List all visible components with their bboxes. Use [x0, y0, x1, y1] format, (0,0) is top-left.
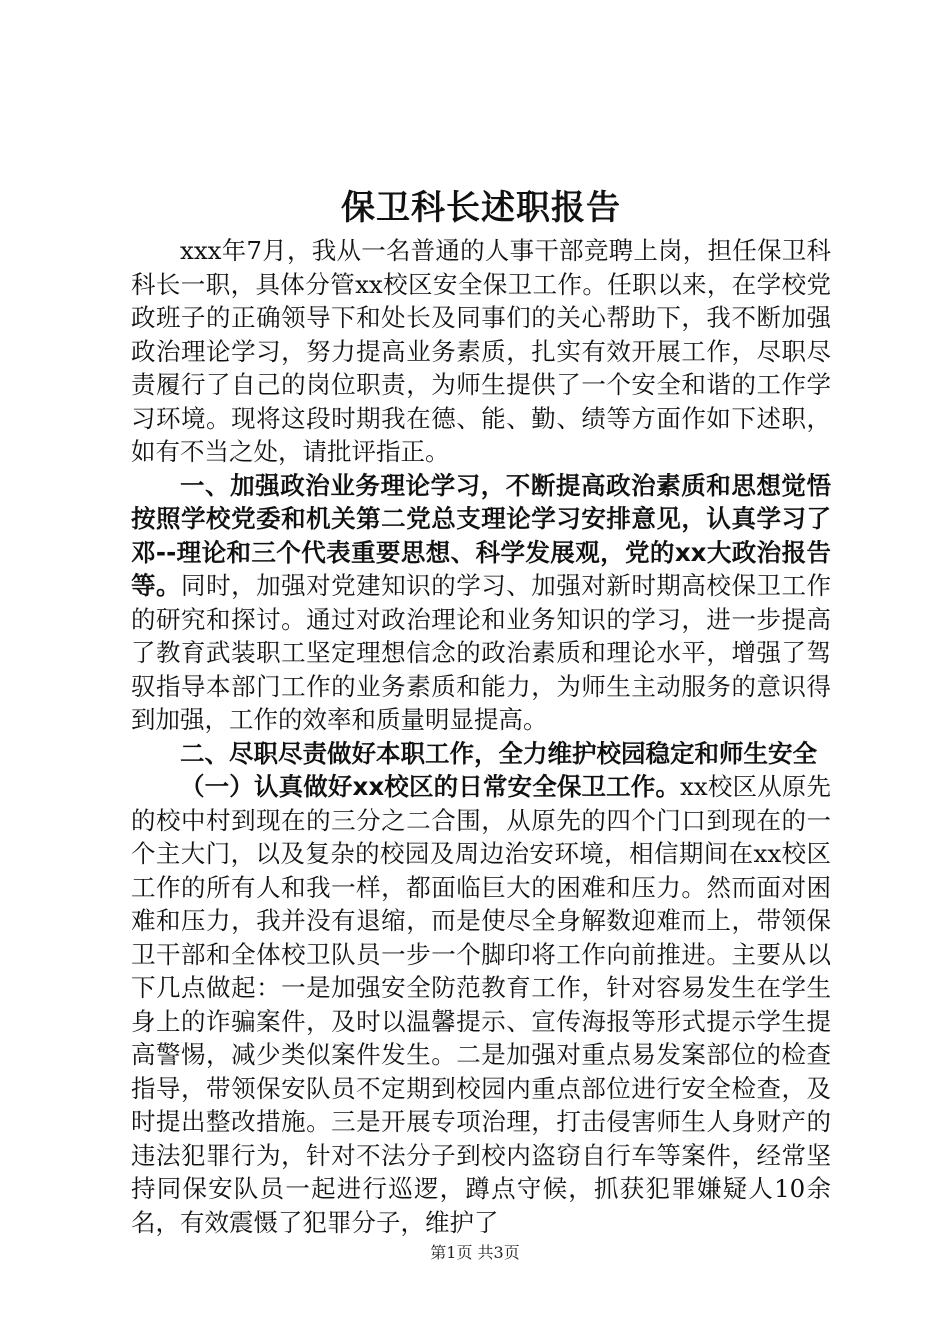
section-1-heading: 一、加强政治业务理论学习，不断提高政治素质和思想觉悟按照学校党委和机关第二党总支理论学习安排意见，认真学习了邓--理论和三个代表重要思想、科学发展观，党的xx大政治报告等。	[131, 470, 831, 600]
section-1-paragraph	[131, 469, 831, 737]
page-footer: 第1页 共3页	[430, 1243, 520, 1262]
intro-paragraph: xxx年7月，我从一名普通的人事干部竞聘上岗，担任保卫科科长一职，具体分管xx校区安全保卫工作。任职以来，在学校党政班子的正确领导下和处长及同事们的关心帮助下，我不断加强政治理论学习，努力提高业务素质，扎实有效开展工作，尽职尽责履行了自己的岗位职责，为师生提供了一个安全和谐的工作学习环境。现将这段时期我在德、能、勤、绩等方面作如下述职，如有不当之处，请批评指正。	[131, 236, 831, 466]
document-body	[131, 186, 831, 1239]
subsection-1-heading: （一）认真做好xx校区的日常安全保卫工作。	[180, 772, 681, 801]
section-2-heading: 二、尽职尽责做好本职工作，全力维护校园稳定和师生安全	[180, 738, 817, 768]
subsection-1-paragraph	[131, 770, 831, 1239]
document-title: 保卫科长述职报告	[341, 188, 621, 228]
section-1-body: 同时，加强对党建知识的学习、加强对新时期高校保卫工作的研究和探讨。通过对政治理论和业务知识的学习，进一步提高了教育武装职工坚定理想信念的政治素质和理论水平，增强了驾驭指导本部门工作的业务素质和能力，为师生主动服务的意识得到加强，工作的效率和质量明显提高。	[131, 571, 832, 734]
subsection-1-body: xx校区从原先的校中村到现在的三分之二合围，从原先的四个门口到现在的一个主大门，以及复杂的校园及周边治安环境，相信期间在xx校区工作的所有人和我一样，都面临巨大的困难和压力。然而面对困难和压力，我并没有退缩，而是使尽全身解数迎难而上，带领保卫干部和全体校卫队员一步一个脚印将工作向前推进。主要从以下几点做起：一是加强安全防范教育工作，针对容易发生在学生身上的诈骗案件，及时以温馨提示、宣传海报等形式提示学生提高警惕，减少类似案件发生。二是加强对重点易发案部位的检查指导，带领保安队员不定期到校园内重点部位进行安全检查，及时提出整改措施。三是开展专项治理，打击侵害师生人身财产的违法犯罪行为，针对不法分子到校内盗窃自行车等案件，经常坚持同保安队员一起进行巡逻，蹲点守候，抓获犯罪嫌疑人10余名，有效震慑了犯罪分子，维护了	[131, 772, 831, 1237]
